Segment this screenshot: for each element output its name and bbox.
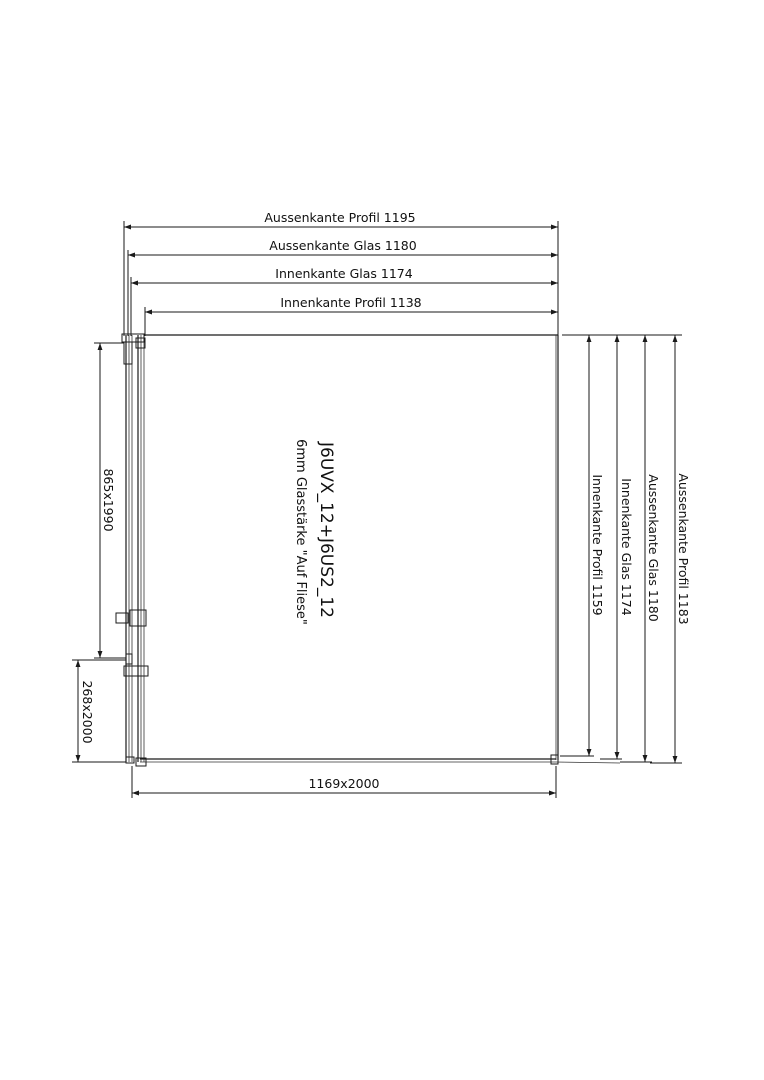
left-dimension-group [72, 343, 126, 762]
label-outer-glass-right: Aussenkante Glas 1180 [646, 474, 661, 622]
top-dimension-group [124, 210, 558, 336]
label-outer-profile-right: Aussenkante Profil 1183 [676, 473, 691, 625]
label-bottom-dimension: 1169x2000 [308, 776, 380, 791]
label-outer-glass-top: Aussenkante Glas 1180 [269, 238, 417, 253]
label-door-panel: 865x1990 [101, 468, 116, 532]
center-labels [293, 439, 336, 625]
model-label: J6UVX_12+J6US2_12 [316, 442, 336, 618]
shower-plan [116, 334, 620, 766]
label-outer-profile-top: Aussenkante Profil 1195 [264, 210, 416, 225]
right-dimension-group [560, 335, 691, 763]
label-inner-profile-top: Innenkante Profil 1138 [280, 295, 422, 310]
label-inner-profile-right: Innenkante Profil 1159 [590, 474, 605, 616]
spec-label: 6mm Glasstärke "Auf Fliese" [293, 439, 308, 625]
bottom-dimension-group [132, 766, 556, 798]
label-inner-glass-top: Innenkante Glas 1174 [275, 266, 413, 281]
label-inner-glass-right: Innenkante Glas 1174 [619, 478, 634, 616]
label-fixed-panel: 268x2000 [80, 680, 95, 744]
